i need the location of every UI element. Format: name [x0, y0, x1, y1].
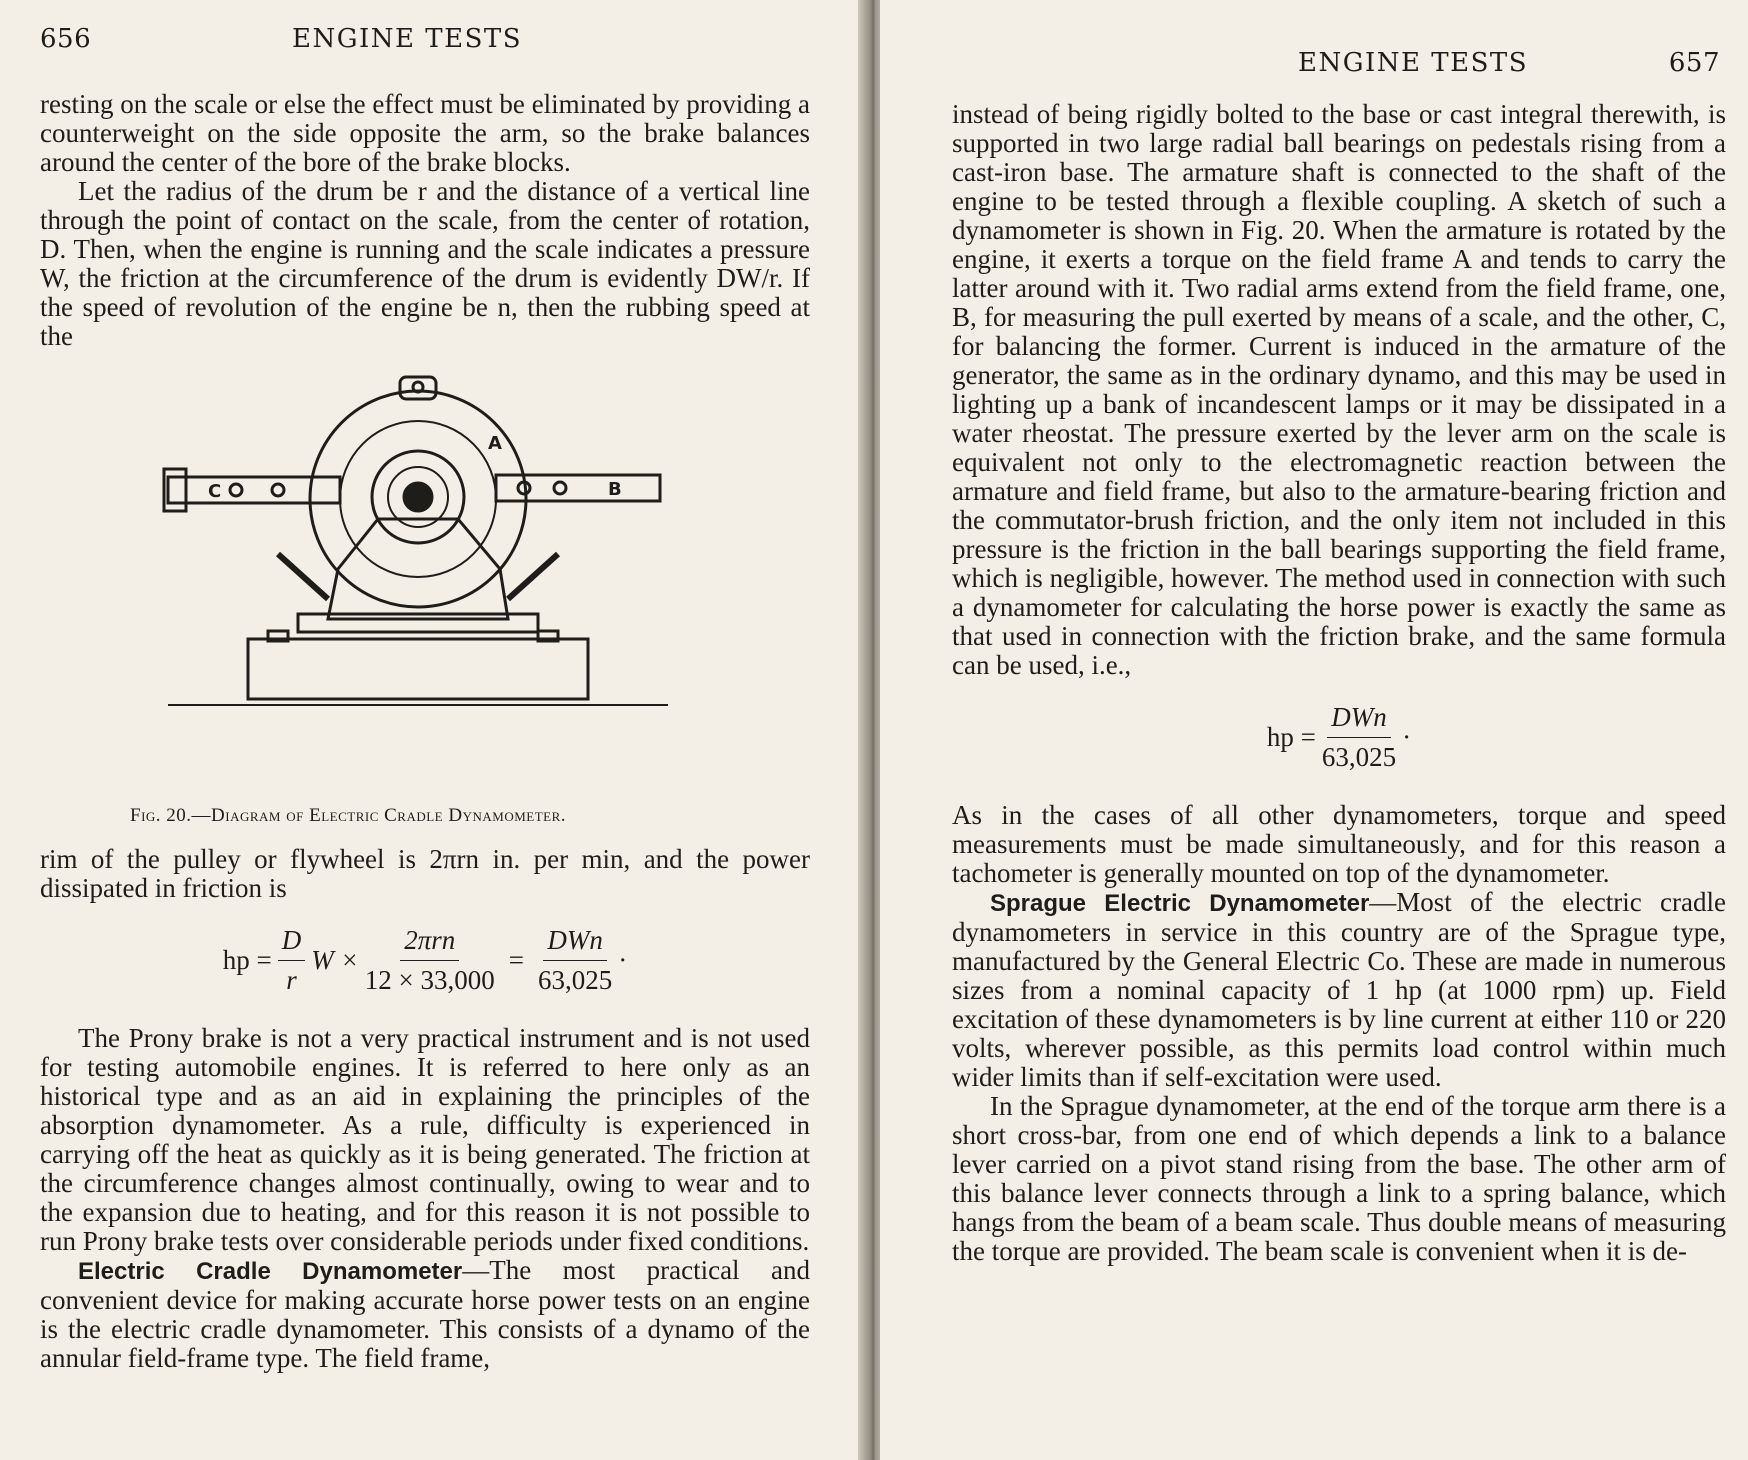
- right-paragraph-1: instead of being rigidly bolted to the base or cast integral therewith, is supported in two large radial ball bearings on pedestals rising from a cast-iron base. The armature shaft is connected to the shaft of the engine to be tested through a flexible coupling. A sketch of such a dynamometer is shown in Fig. 20. When the armature is rotated by the engine, it exerts a torque on the field frame A and tends to carry the latter around with it. Two radial arms extend from the field frame, one, B, for measuring the pull exerted by means of a scale, and the other, C, for balancing the former. Current is induced in the armature of the generator, the same as in the ordinary dynamo, and this may be used in lighting up a bank of incandescent lamps or it may be dissipated in a water rheostat. The pressure exerted by the lever arm on the scale is equivalent not only to the electromagnetic reaction between the armature and field frame, but also to the armature-bearing friction and the commutator-brush friction, and the only item not included in this pressure is the friction in the ball bearings supporting the field frame, which is negligible, however. The method used in connection with such a dynamometer for calculating the horse power is exactly the same as that used in connection with the friction brake, and the same formula can be used, i.e.,: [952, 99, 1726, 680]
- label-b: B: [608, 479, 622, 500]
- fraction-den: 63,025: [537, 965, 613, 995]
- right-paragraph-3-text: —Most of the electric cradle dynamometers in service in this country are of the Sprague type, manufactured by the General Electric Co. These are made in numerous sizes from a nominal capacity of 1 hp (at 1000 rpm) up. Field excitation of these dynamometers is by line current at either 110 or 220 volts, wherever possible, as this permits load control within much wider limits than if self-excitation were used.: [952, 887, 1726, 1092]
- figure-20: [40, 369, 810, 799]
- label-a: A: [488, 433, 502, 454]
- base-top: [298, 614, 538, 632]
- formula-end: ·: [618, 945, 628, 975]
- arm-b: [496, 475, 660, 501]
- right-paragraph-3: [952, 888, 1726, 1092]
- fraction-den: r: [286, 965, 297, 995]
- right-formula: [952, 702, 1726, 773]
- right-paragraph-4: In the Sprague dynamometer, at the end of the torque arm there is a short cross-bar, from one end of which depends a link to a balance lever carried on a pivot stand rising from the base. The other arm of this balance lever connects through a link to a spring balance, which hangs from the beam of a beam scale. Thus double means of measuring the torque are provided. The beam scale is convenient when it is de-: [952, 1091, 1726, 1266]
- fraction-num: 2πrn: [400, 925, 459, 961]
- left-page: [0, 0, 868, 1460]
- arm-c: [168, 477, 340, 503]
- fraction-num: DWn: [1327, 702, 1391, 738]
- dynamometer-diagram: [128, 369, 728, 769]
- fraction-2pirn: [365, 925, 495, 996]
- page-number-right: 657: [1668, 48, 1720, 78]
- formula-lhs: hp =: [222, 945, 272, 975]
- right-page: [880, 0, 1748, 1460]
- right-paragraph-2: As in the cases of all other dynamometers, torque and speed measurements must be made simultaneously, and for this reason a tachometer is generally mounted on top of the dynamometer.: [952, 800, 1726, 888]
- section-heading-electric-cradle: Electric Cradle Dynamometer: [78, 1258, 463, 1285]
- pedestal: [328, 519, 508, 619]
- label-c: C: [208, 481, 222, 502]
- fraction-d-over-r: [278, 925, 306, 996]
- running-head-left: ENGINE TESTS: [292, 24, 523, 54]
- formula-end: ·: [1402, 722, 1412, 752]
- running-head-right: ENGINE TESTS: [1298, 48, 1529, 78]
- left-paragraph-3: rim of the pulley or flywheel is 2πrn in. per min, and the power dissipated in friction is: [40, 844, 810, 903]
- fraction-num: D: [278, 925, 306, 961]
- base: [248, 639, 588, 699]
- page-number-left: 656: [40, 24, 92, 54]
- figure-caption: Fig. 20.—Diagram of Electric Cradle Dynamometer.: [130, 805, 567, 826]
- left-paragraph-4: The Prony brake is not a very practical instrument and is not used for testing automobile engines. It is referred to here only as an historical type and as an aid in explaining the principles of the absorption dynamometer. As a rule, difficulty is experienced in carrying off the heat as quickly as it is being generated. The friction at the circumference changes almost continually, owing to wear and to the expansion due to heating, and for this reason it is not possible to run Prony brake tests over considerable periods under fixed conditions.: [40, 1023, 810, 1256]
- left-page-header: [40, 20, 810, 90]
- fraction-dwn: [1322, 702, 1396, 773]
- formula-lhs: hp =: [1266, 722, 1316, 752]
- fraction-dwn: [538, 925, 612, 996]
- left-paragraph-5: [40, 1256, 810, 1373]
- left-paragraph-2: Let the radius of the drum be r and the distance of a vertical line through the point of contact on the scale, from the center of rotation, D. Then, when the engine is running and the scale indicates a pressure W, the friction at the circumference of the drum is evidently DW/r. If the speed of revolution of the engine be n, then the rubbing speed at the: [40, 176, 810, 351]
- top-lug: [400, 377, 436, 399]
- section-heading-sprague: Sprague Electric Dynamometer: [990, 890, 1370, 917]
- fraction-num: DWn: [543, 925, 607, 961]
- left-paragraph-5-text: —The most practical and convenient device for making accurate horse power tests on an engine is the electric cradle dynamometer. This consists of a dynamo of the annular field-frame type. The field frame,: [40, 1255, 810, 1373]
- formula-w-times: W ×: [311, 945, 359, 975]
- left-paragraph-1: resting on the scale or else the effect must be eliminated by providing a counterweight on the side opposite the arm, so the brake balances around the center of the bore of the brake blocks.: [40, 89, 810, 177]
- fraction-den: 63,025: [1321, 742, 1397, 772]
- formula-equals: =: [508, 945, 524, 975]
- right-page-header: [952, 30, 1726, 100]
- fraction-den: 12 × 33,000: [364, 965, 495, 995]
- left-formula: [40, 925, 810, 996]
